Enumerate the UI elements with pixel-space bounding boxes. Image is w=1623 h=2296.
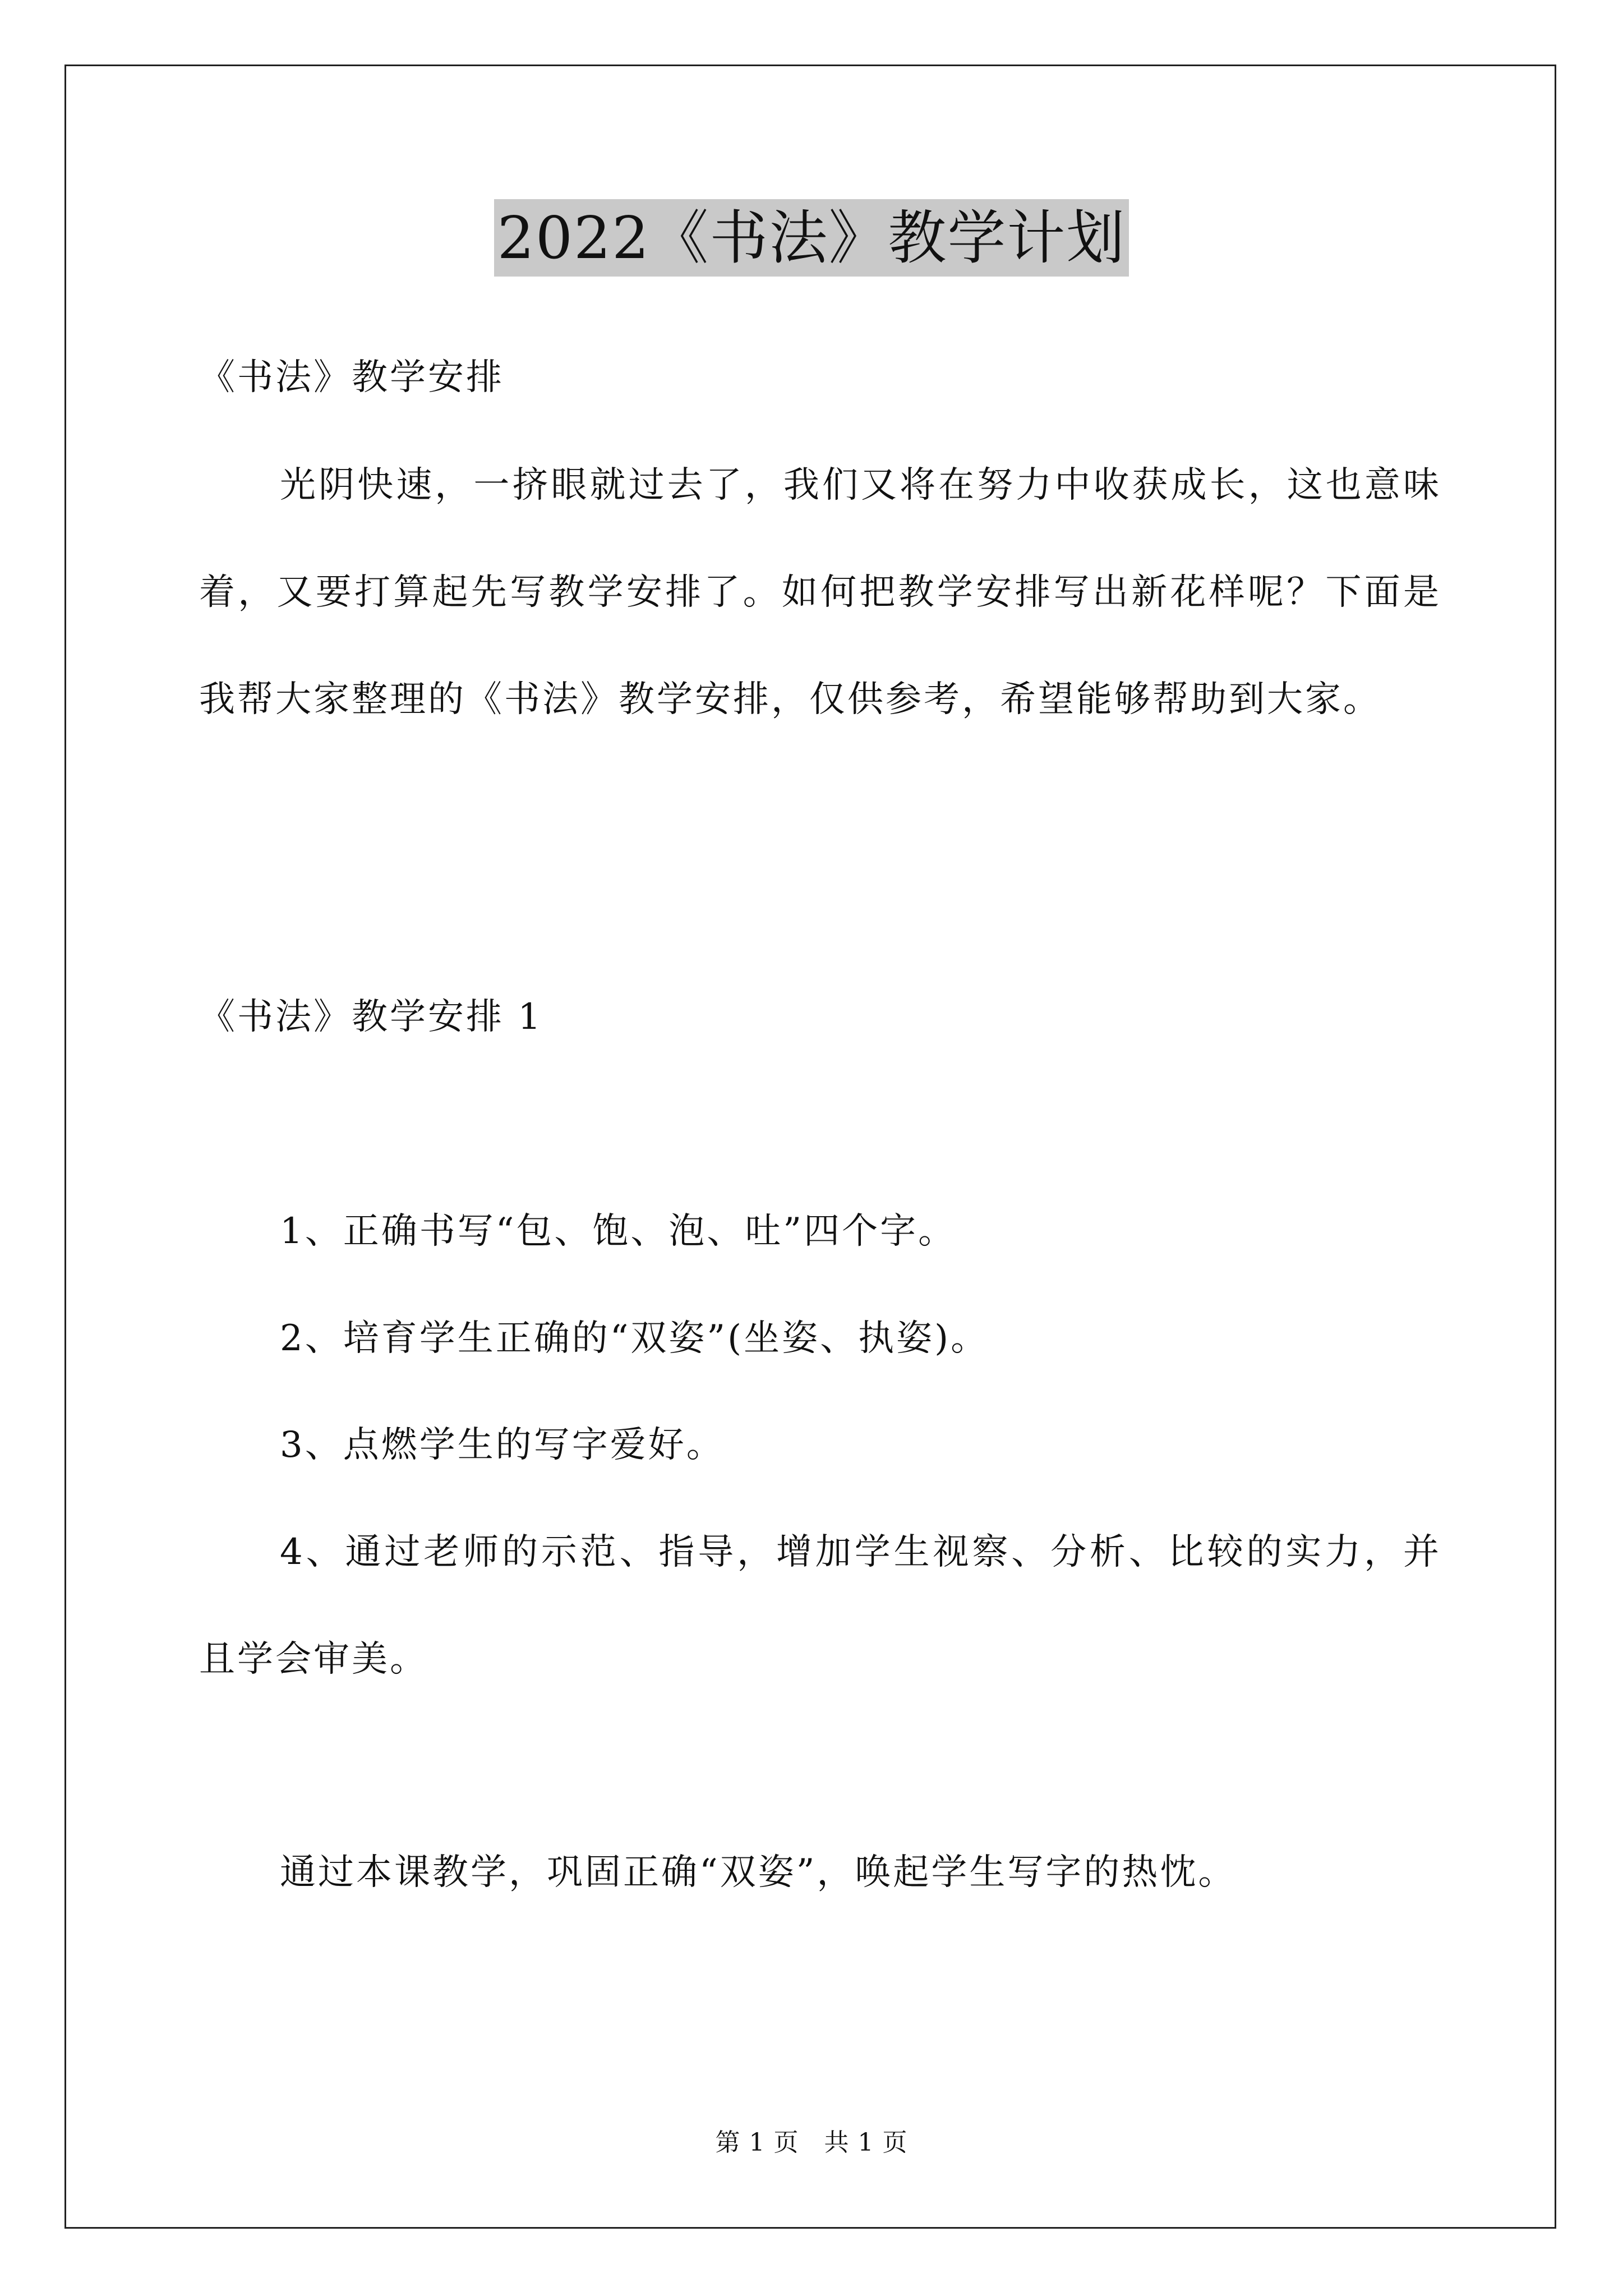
intro-paragraph: 光阴快速，一挤眼就过去了，我们又将在努力中收获成长，这也意味着，又要打算起先写教学安排了。如何把教学安排写出新花样呢？下面是我帮大家整理的《书法》教学安排，仅供参考，希望能够帮助到大家。 xyxy=(199,464,1441,720)
goal-item-4: 4、通过老师的示范、指导，增加学生视察、分析、比较的实力，并且学会审美。 xyxy=(199,1531,1441,1680)
goal-item: 1、正确书写“包、饱、泡、吐”四个字。 xyxy=(280,1211,957,1252)
goal-item: 2、培育学生正确的“双姿”(坐姿、执姿)。 xyxy=(280,1318,989,1359)
title-container xyxy=(0,199,1623,277)
page-footer: 第 1 页 共 1 页 xyxy=(715,2128,908,2157)
goal-item: 3、点燃学生的写字爱好。 xyxy=(280,1424,725,1466)
section-heading: 《书法》教学安排 xyxy=(199,357,504,398)
plan-heading: 《书法》教学安排 1 xyxy=(199,996,543,1038)
document-title: 2022《书法》教学计划 xyxy=(494,199,1129,277)
closing-paragraph: 通过本课教学，巩固正确“双姿”，唤起学生写字的热忱。 xyxy=(280,1852,1237,1893)
